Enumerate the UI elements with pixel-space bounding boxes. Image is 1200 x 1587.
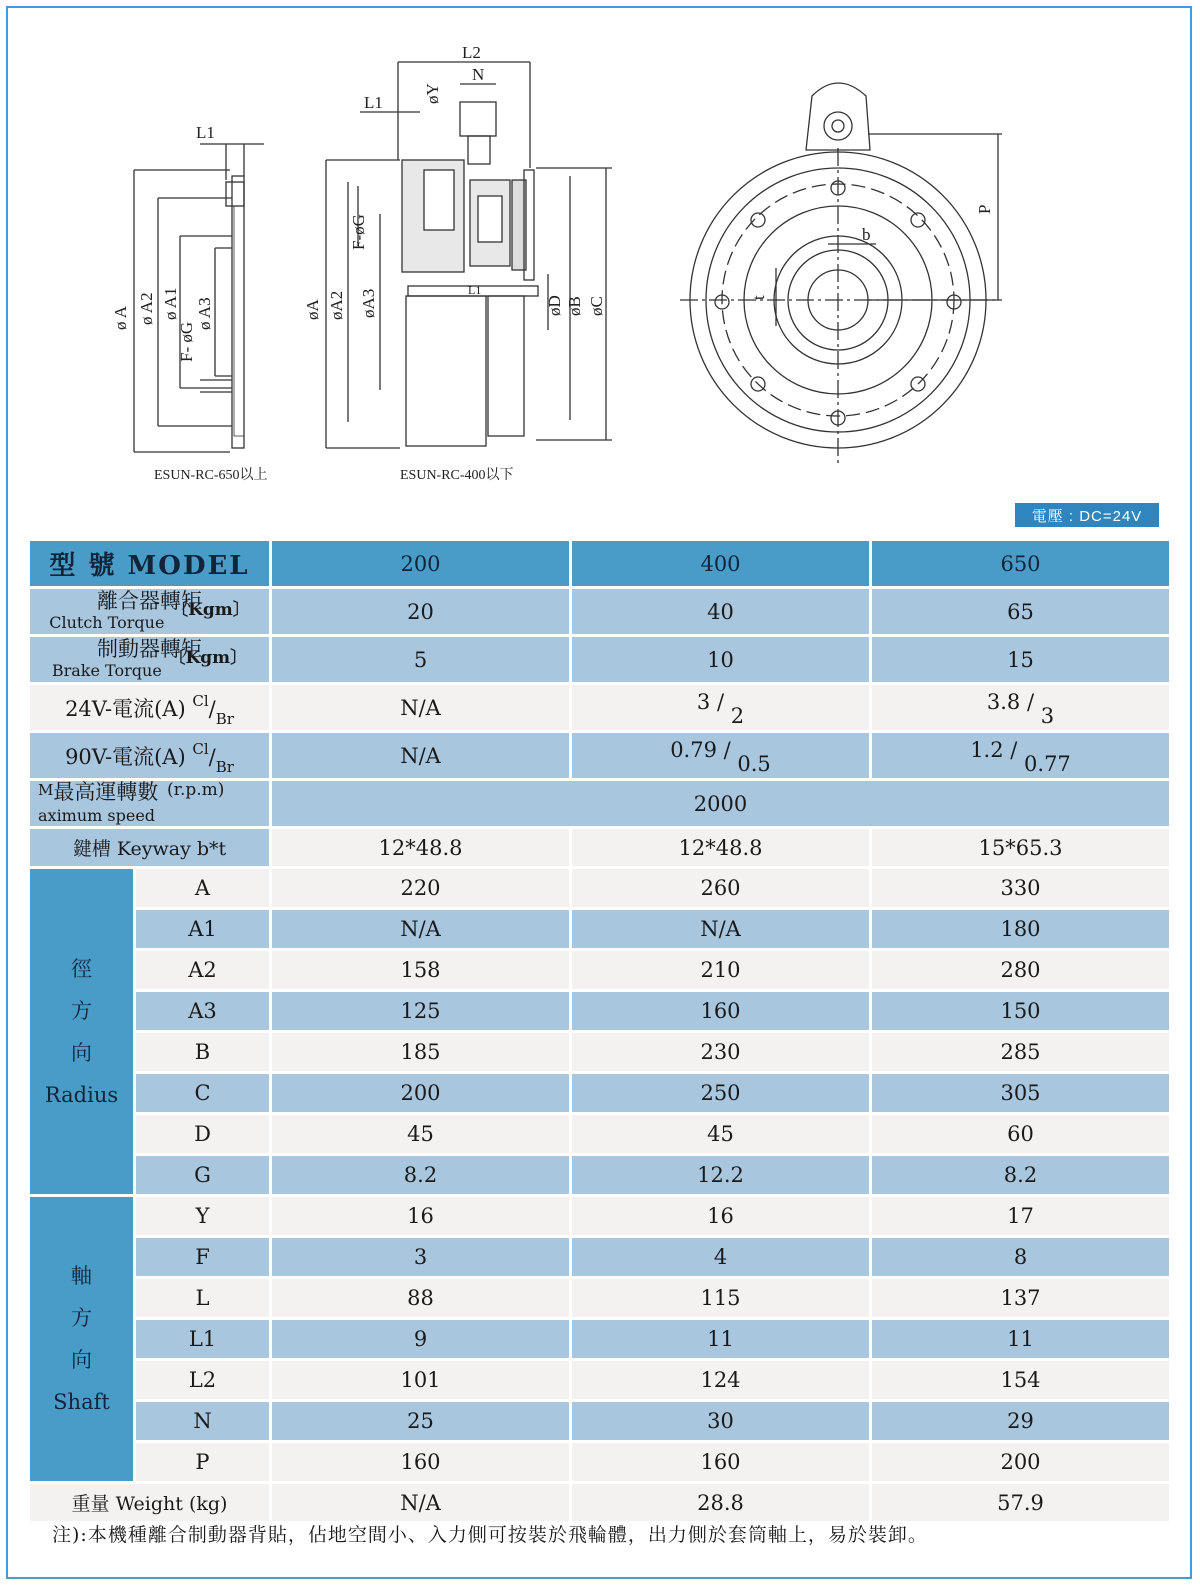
- table-cell: 220: [272, 869, 572, 910]
- table-cell: 0.79 / 0.5: [572, 733, 872, 781]
- table-cell: 115: [572, 1279, 872, 1320]
- table-row: [30, 1197, 1172, 1238]
- table-cell: 124: [572, 1361, 872, 1402]
- table-cell: N/A: [572, 910, 872, 951]
- table-cell: 12*48.8: [572, 829, 872, 869]
- table-row: [30, 1156, 1172, 1197]
- front-view: [680, 83, 1002, 466]
- table-cell: 160: [572, 1443, 872, 1484]
- clutch-torque-row: [30, 589, 1172, 637]
- table-row: [30, 1279, 1172, 1320]
- table-cell: 330: [872, 869, 1172, 910]
- svg-text:L1: L1: [468, 283, 482, 297]
- table-row: [30, 1074, 1172, 1115]
- brake-torque-row: [30, 637, 1172, 685]
- table-cell: 11: [572, 1320, 872, 1361]
- table-cell: 15: [872, 637, 1172, 685]
- header-row: [30, 541, 1172, 589]
- table-cell: 158: [272, 951, 572, 992]
- svg-text:t: t: [749, 295, 768, 300]
- table-row: [30, 1115, 1172, 1156]
- svg-text:øC: øC: [587, 296, 606, 316]
- svg-text:ø A3: ø A3: [195, 297, 214, 330]
- table-cell: 200: [272, 1074, 572, 1115]
- table-row: [30, 951, 1172, 992]
- table-cell: 260: [572, 869, 872, 910]
- group-label-line: Radius: [44, 1082, 119, 1107]
- footnote: 注):本機種離合制動器背貼，佔地空間小、入力側可按裝於飛輪體，出力側於套筒軸上，易於裝卸。: [52, 1524, 928, 1546]
- table-cell: 137: [872, 1279, 1172, 1320]
- table-cell: 4: [572, 1238, 872, 1279]
- table-row: [30, 992, 1172, 1033]
- table-row: [30, 910, 1172, 951]
- table-row: [30, 1238, 1172, 1279]
- current-90v-row: [30, 733, 1172, 781]
- table-cell: 10: [572, 637, 872, 685]
- table-cell: 25: [272, 1402, 572, 1443]
- dimension-name: A3: [136, 992, 272, 1033]
- svg-text:øA: øA: [303, 299, 322, 320]
- mid-section-view: [326, 62, 612, 448]
- table-cell: N/A: [272, 733, 572, 781]
- group-label-line: 軸: [71, 1264, 92, 1288]
- weight-label: 重量 Weight (kg): [30, 1484, 272, 1524]
- table-cell: 9: [272, 1320, 572, 1361]
- shaft_group-label: [30, 1197, 136, 1484]
- table-cell: 101: [272, 1361, 572, 1402]
- svg-text:øY: øY: [423, 83, 442, 104]
- table-cell: 88: [272, 1279, 572, 1320]
- svg-text:N: N: [472, 65, 485, 84]
- model-header: 型 號 MODEL: [30, 541, 272, 589]
- spec-table: [30, 541, 1172, 1524]
- table-cell: 200: [872, 1443, 1172, 1484]
- model-200: 200: [272, 541, 572, 589]
- table-cell: N/A: [272, 910, 572, 951]
- weight-row: [30, 1484, 1172, 1524]
- table-cell: 57.9: [872, 1484, 1172, 1524]
- table-cell: 285: [872, 1033, 1172, 1074]
- max-speed-label: M最高運轉數 aximum speed (r.p.m): [30, 781, 272, 829]
- dimension-name: P: [136, 1443, 272, 1484]
- left-label-l1: L1: [196, 123, 215, 142]
- table-cell: 1.2 / 0.77: [872, 733, 1172, 781]
- table-cell: 20: [272, 589, 572, 637]
- table-cell: 185: [272, 1033, 572, 1074]
- keyway-label: 鍵槽 Keyway b*t: [30, 829, 272, 869]
- table-cell: 12.2: [572, 1156, 872, 1197]
- table-cell: 3 / 2: [572, 685, 872, 733]
- group-label-line: Shaft: [53, 1390, 110, 1414]
- svg-text:øA3: øA3: [359, 288, 378, 318]
- table-row: [30, 1033, 1172, 1074]
- left-caption: ESUN-RC-650以上: [154, 468, 268, 483]
- group-label-line: 徑: [71, 956, 92, 981]
- svg-text:ø A1: ø A1: [161, 287, 180, 320]
- dimension-name: A1: [136, 910, 272, 951]
- current-24v-row: [30, 685, 1172, 733]
- svg-text:ø A: ø A: [111, 305, 130, 330]
- table-cell: 11: [872, 1320, 1172, 1361]
- table-cell: 3.8 / 3: [872, 685, 1172, 733]
- svg-text:øA2: øA2: [327, 290, 346, 320]
- table-cell: 29: [872, 1402, 1172, 1443]
- shaft-group: [30, 1197, 1172, 1484]
- voltage-tag: 電壓 : DC=24V: [1015, 503, 1159, 527]
- svg-text:F-øG: F-øG: [349, 214, 368, 250]
- table-row: [30, 1402, 1172, 1443]
- svg-text:øB: øB: [565, 296, 584, 316]
- table-cell: 45: [272, 1115, 572, 1156]
- mid-caption: ESUN-RC-400以下: [400, 468, 514, 483]
- table-cell: 3: [272, 1238, 572, 1279]
- table-cell: 60: [872, 1115, 1172, 1156]
- table-cell: 8.2: [272, 1156, 572, 1197]
- max-speed-value: 2000: [272, 781, 1172, 829]
- table-cell: 150: [872, 992, 1172, 1033]
- dimension-name: L2: [136, 1361, 272, 1402]
- table-cell: 12*48.8: [272, 829, 572, 869]
- table-row: [30, 1443, 1172, 1484]
- table-row: [30, 869, 1172, 910]
- table-row: [30, 1361, 1172, 1402]
- table-cell: 5: [272, 637, 572, 685]
- current-24v-label: 24V-電流(A) $^{Cl}/_{Br}$: [30, 685, 272, 733]
- table-cell: 8.2: [872, 1156, 1172, 1197]
- dimension-name: B: [136, 1033, 272, 1074]
- table-cell: 180: [872, 910, 1172, 951]
- table-cell: 8: [872, 1238, 1172, 1279]
- brake-torque-label: 制動器轉矩 Brake Torque $^{〔Kgm〕}$: [30, 637, 272, 685]
- model-650: 650: [872, 541, 1172, 589]
- table-cell: 125: [272, 992, 572, 1033]
- radius_group-label: [30, 869, 136, 1197]
- dimension-name: G: [136, 1156, 272, 1197]
- table-cell: 160: [572, 992, 872, 1033]
- technical-drawings: [0, 0, 1200, 500]
- current-90v-label: 90V-電流(A) $^{Cl}/_{Br}$: [30, 733, 272, 781]
- dimension-name: Y: [136, 1197, 272, 1238]
- keyway-row: [30, 829, 1172, 869]
- svg-text:P: P: [975, 204, 994, 214]
- clutch-torque-label: 離合器轉矩 Clutch Torque $^{〔Kgm〕}$: [30, 589, 272, 637]
- svg-text:L1: L1: [364, 93, 383, 112]
- table-cell: 250: [572, 1074, 872, 1115]
- svg-text:L2: L2: [462, 43, 481, 62]
- table-cell: 15*65.3: [872, 829, 1172, 869]
- dimension-name: N: [136, 1402, 272, 1443]
- table-cell: 160: [272, 1443, 572, 1484]
- table-cell: 280: [872, 951, 1172, 992]
- dimension-name: L: [136, 1279, 272, 1320]
- radius-group: [30, 869, 1172, 1197]
- table-cell: 28.8: [572, 1484, 872, 1524]
- group-label-line: 方: [71, 998, 92, 1023]
- table-cell: 17: [872, 1197, 1172, 1238]
- group-label-line: 方: [71, 1306, 92, 1330]
- table-cell: 30: [572, 1402, 872, 1443]
- dimension-name: F: [136, 1238, 272, 1279]
- group-label-line: 向: [71, 1348, 92, 1372]
- table-cell: 16: [572, 1197, 872, 1238]
- table-row: [30, 1320, 1172, 1361]
- table-cell: 16: [272, 1197, 572, 1238]
- table-cell: 40: [572, 589, 872, 637]
- model-400: 400: [572, 541, 872, 589]
- table-cell: N/A: [272, 685, 572, 733]
- group-label-line: 向: [71, 1040, 92, 1065]
- table-cell: 210: [572, 951, 872, 992]
- table-cell: 65: [872, 589, 1172, 637]
- svg-text:øD: øD: [545, 295, 564, 316]
- table-cell: 230: [572, 1033, 872, 1074]
- svg-text:F- øG: F- øG: [177, 321, 196, 362]
- dimension-name: D: [136, 1115, 272, 1156]
- dimension-name: C: [136, 1074, 272, 1115]
- dimension-name: L1: [136, 1320, 272, 1361]
- table-cell: 305: [872, 1074, 1172, 1115]
- svg-text:b: b: [862, 225, 871, 244]
- svg-text:ø A2: ø A2: [137, 292, 156, 325]
- dimension-name: A: [136, 869, 272, 910]
- dimension-name: A2: [136, 951, 272, 992]
- table-cell: 45: [572, 1115, 872, 1156]
- max-speed-row: [30, 781, 1172, 829]
- table-cell: N/A: [272, 1484, 572, 1524]
- table-cell: 154: [872, 1361, 1172, 1402]
